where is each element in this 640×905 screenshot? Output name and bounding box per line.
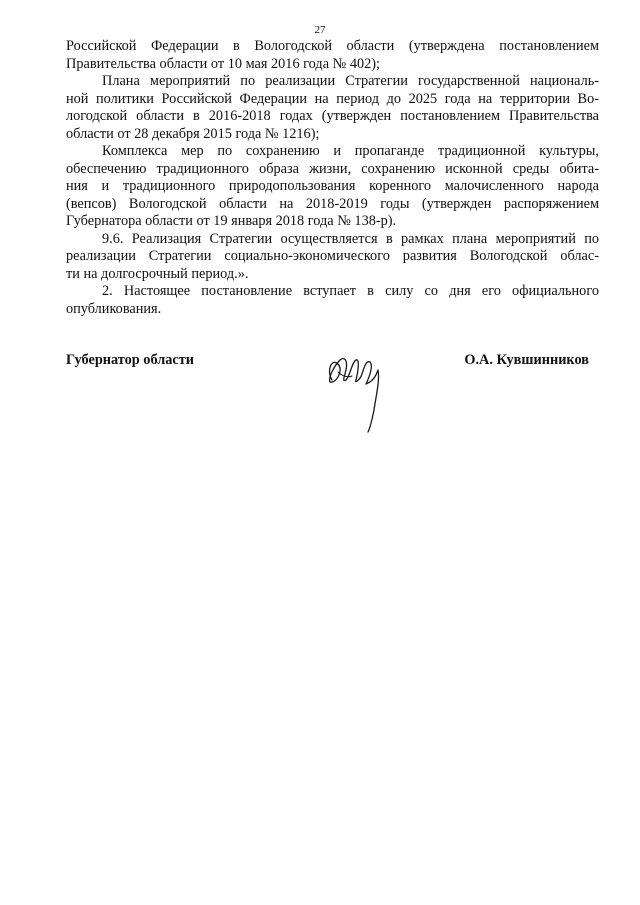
text-line: Комплекса мер по сохранению и пропаганде традиционной культуры, <box>102 143 599 159</box>
text-line: опубликования. <box>66 300 162 317</box>
paragraph-continuation <box>66 38 599 73</box>
text-line: ти на долгосрочный период.». <box>66 265 249 282</box>
paragraph-measures-complex <box>66 143 599 231</box>
text-line: Губернатора области от 19 января 2018 года № 138-р). <box>66 213 397 229</box>
text-line: реализации Стратегии социально-экономического развития Вологодской облас- <box>66 248 599 264</box>
paragraph-action-plan <box>66 73 599 143</box>
handwritten-signature <box>318 340 398 435</box>
text-line: логодской области в 2016-2018 годах (утвержден постановлением Правительства <box>66 108 599 124</box>
text-line: ной политики Российской Федерации на период до 2025 года на территории Во- <box>66 90 599 107</box>
text-line: (вепсов) Вологодской области на 2018-2019 годы (утвержден распоряжением <box>66 195 599 212</box>
text-line: обеспечению традиционного образа жизни, сохранению исконной среды обита- <box>66 160 599 177</box>
signatory-name: О.А. Кувшинников <box>464 352 589 368</box>
text-line: 2. Настоящее постановление вступает в силу со дня его официального <box>102 283 599 299</box>
paragraph-item-9-6 <box>66 231 599 284</box>
paragraph-effective-date <box>66 283 599 318</box>
text-line: Российской Федерации в Вологодской области (утверждена постановлением <box>66 38 599 54</box>
text-line: Правительства области от 10 мая 2016 года № 402); <box>66 55 381 72</box>
text-line: Плана мероприятий по реализации Стратегии государственной националь- <box>102 73 599 89</box>
text-line: ния и традиционного природопользования коренного малочисленного народа <box>66 178 599 194</box>
signatory-title: Губернатор области <box>66 352 195 368</box>
text-line: 9.6. Реализация Стратегии осуществляется в рамках плана мероприятий по <box>102 230 599 247</box>
text-line: области от 28 декабря 2015 года № 1216); <box>66 125 320 142</box>
page-number: 27 <box>314 24 326 36</box>
document-body <box>66 38 599 318</box>
